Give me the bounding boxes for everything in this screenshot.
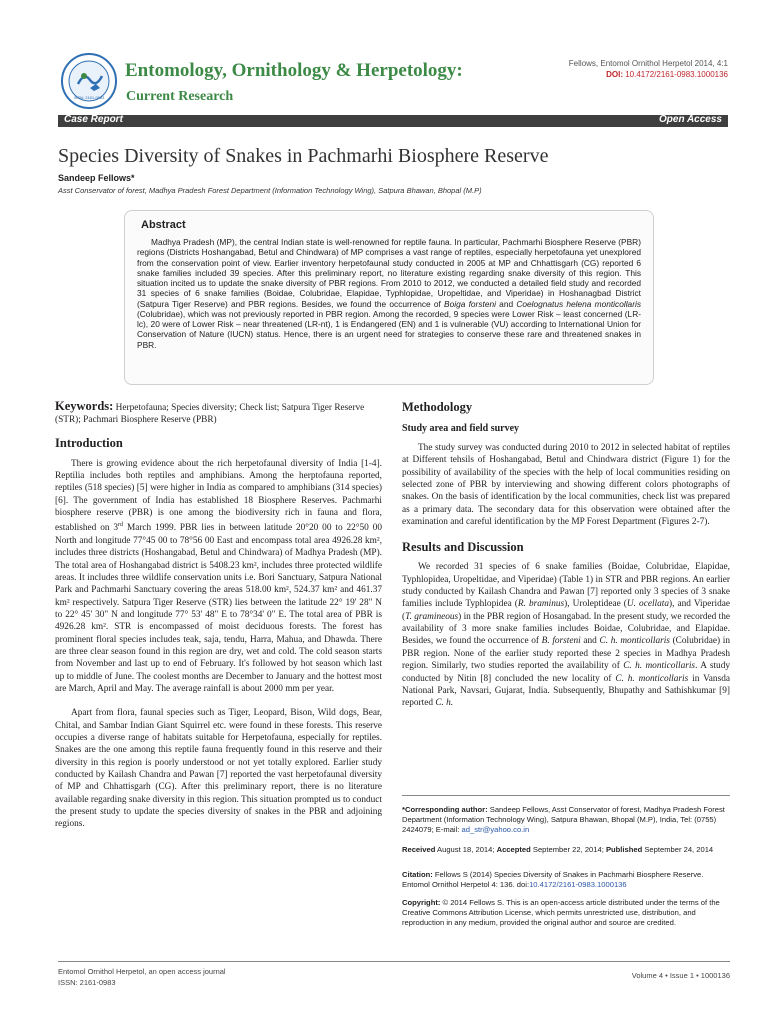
author-email-link[interactable]: ad_str@yahoo.co.in	[461, 825, 530, 834]
dates-note: Received August 18, 2014; Accepted September 22, 2014; Published September 24, 2014	[402, 845, 714, 854]
methodology-paragraph: The study survey was conducted during 2010 to 2012 in selected habitat of reptiles at Different tehsils of Hoshangabad, Betul and Chindwara district (Figure 1) for the possibility of availability of the species with the help of local communities residing on selected zone of PBR by interviewing and showing different colors photographs of snakes. On the basis of identification by the local communities, check list was prepared as a primary data. The secondary data for this observation were obtained after the examination and careful identification by the MP Forest Department (Figures 2-7).	[402, 443, 730, 528]
keywords-text: Herpetofauna; Species diversity; Check list; Satpura Tiger Reserve (STR); Pachmari Biosphere Reserve (PBR)	[55, 403, 365, 426]
footer-divider	[58, 961, 730, 962]
introduction-paragraph-1: There is growing evidence about the rich herpetofaunal diversity of India [1-4]. Reptilia includes both reptiles and amphibians. Among the herptofauna reported, reptiles (518 species) [5] were higher in India as compared to amphibians (314 species) [6]. The government of India has established 18 Biosphere Reserves. Pachmarhi biosphere reserve (PBR) is one among the biodiversity rich in fauna and flora, established on 3rd March 1999. PBR lies in between latitude 20°20 00 to 22°50 00 North and longitude 77°45 00 to 78°56 00 East and encompass total area 4926.28 km², includes three districts (Hoshangabad, Betul and Chindwara) of Madhya Pradesh (MP). The total area of Hoshangabad district is 5408.23 km², includes three protected wildlife areas. It includes three wildlife conservation units i.e. Bori Sanctuary, Satpura National Park and Pachmarhi Sanctuary covering the areas 518.00 km², 524.37 km² and 461.37 km² respectively. Satpura Tiger Reserve (STR) lies between the latitude 22° 19' 28" N to 22° 45' 30" N and longitude 77° 53' 48" E to 78°34' 0" E. The total area of PBR is 4926.28 km². STR is encompassed of moist deciduous forests. The forest has prominent floral species includes teak, saja, tendu, Harra, Mahua, and Dhawda. There are three clear season found in this region are dry, wet and cold. The cold season starts from November and last up to end of February. It's followed by hot season which last up to middle of June. The coolest months are December to January and the hottest most are March, April and May. The average rainfall is about 2000 mm per year.	[55, 458, 382, 694]
abstract-heading: Abstract	[141, 219, 186, 231]
citation-line: Fellows, Entomol Ornithol Herpetol 2014, 4:1	[568, 59, 728, 68]
doi-label: DOI:	[606, 70, 623, 79]
study-area-subheading: Study area and field survey	[402, 423, 520, 434]
journal-title: Entomology, Ornithology & Herpetology:	[125, 60, 463, 81]
article-title: Species Diversity of Snakes in Pachmarhi Biosphere Reserve	[58, 145, 549, 167]
results-paragraph: We recorded 31 species of 6 snake families (Boidae, Colubridae, Elapidae, Typhlopidea, Uropeltidae, and Viperidae) (Table 1) in STR and PBR regions. An earlier study conducted by Kailash Chandra and Pawan [7] reported only 3 species of 3 snake families include Typhlopidea (R. braminus), Uroleptideae (U. ocellata), and Viperidae (T. gramineous) in the PBR region of Hosangabad. In the present study, we recorded the availability of 3 more snake families includes Boidae, Colubridae, and Elapidae. Besides, we found the occurrence of B. forsteni and C. h. monticollaris (Colubridae) in PBR region. None of the earlier study reported these 2 species in Madhya Pradesh region. Similarly, two studies reported the availability of C. h. monticollaris. A study conducted by Nitin [8] concluded the new locality of C. h. monticollaris in Vansda National Park, Navsari, Gujarat, India. Subsequently, Bhupathy and Sathishkumar [9] reported C. h.	[402, 562, 731, 709]
doi-link[interactable]: 10.4172/2161-0983.1000136	[625, 70, 728, 79]
open-access-label: Open Access	[659, 114, 722, 125]
copyright-note: Copyright: © 2014 Fellows S. This is an open-access article distributed under the terms of the Creative Commons Attribution License, which permits unrestricted use, distribution, and reproduction in any medium, provided the original author and source are credited.	[402, 898, 720, 927]
footnote-divider	[402, 795, 730, 796]
footer-journal: Entomol Ornithol Herpetol, an open access journal	[58, 967, 226, 976]
author-name: Sandeep Fellows*	[58, 173, 135, 183]
journal-logo	[60, 52, 118, 110]
abstract-box	[124, 210, 654, 385]
abstract-text: Madhya Pradesh (MP), the central Indian state is well-renowned for reptile fauna. In particular, Pachmarhi Biosphere Reserve (PBR) regions (Districts Hoshangabad, Betul and Chindwara) of MP comprises a vast range of reptiles, especially herpetofauna yet unexplored from the conservation point of view. Earlier inventory herpetofaunal study conducted in 2005 at MP and Chhattisgarh (CG) reported 6 snake families included 39 species. After this preliminary report, no literature existing regarding snake diversity of this region. This situation incited us to update the snake diversity of PBR regions. From 2010 to 2012, we conducted a detailed field study and recorded 31 species of 6 snake families (Boidae, Colubridae, Elapidae, Typhlopidae, Uropeltidae, and Viperidae) in Hoshanagbad District (Satpura Tiger Reserve) and PBR regions. Besides, we found the occurrence of Boiga forsteni and Coelognatus helena monticollaris (Colubridae), which was not previously reported in PBR region. Among the recorded, 9 species were Lower Risk – least concerned (LR-lc), 20 were of Lower Risk – near threatened (LR-nt), 1 is Endangered (EN) and 1 is vulnerable (VU) according to International Union for Conservation of Nature (IUCN) status. Hence, there is an urgent need for strategies to conserve these rare and threatened snakes in PBR.	[137, 237, 642, 350]
keywords-label: Keywords:	[55, 399, 114, 413]
citation-doi-link[interactable]: 10.4172/2161-0983.1000136	[529, 880, 627, 889]
case-report-label: Case Report	[64, 114, 123, 125]
footer-issn: ISSN: 2161-0983	[58, 978, 116, 987]
footer-volume: Volume 4 • Issue 1 • 1000136	[631, 971, 730, 980]
right-column	[402, 400, 730, 710]
footer-journal-info	[58, 966, 226, 988]
journal-subtitle: Current Research	[126, 89, 234, 104]
left-column	[55, 400, 382, 831]
author-affiliation: Asst Conservator of forest, Madhya Pradesh Forest Department (Information Technology Wing), Satpura Bhawan, Bhopal (M.P)	[58, 186, 482, 195]
corresponding-author-note: *Corresponding author: Sandeep Fellows, Asst Conservator of forest, Madhya Pradesh Forest Department (Information Technology Wing), Satpura Bhawan, Bhopal (M.P), India, Tel: (0755) 2424079; E-mail: ad_str@yahoo.co.in	[402, 805, 725, 834]
citation-note: Citation: Fellows S (2014) Species Diversity of Snakes in Pachmarhi Biosphere Reserve. Entomol Ornithol Herpetol 4: 136. doi:10.4172/2161-0983.1000136	[402, 870, 704, 889]
logo-issn: ISSN: 2161-0983	[73, 95, 105, 100]
methodology-heading: Methodology	[402, 400, 473, 414]
introduction-paragraph-2: Apart from flora, faunal species such as Tiger, Leopard, Bison, Wild dogs, Bear, Chital, and Sambar Indian Giant Squirrel etc. were found in these forests. This reserve occupies a diverse range of habitats suitable for Herpetofauna, especially for reptiles. Snakes are the one among this reptile fauna frequently found in this reserve and their diversity in this region is poorly understood or not yet totally explored. Earlier study conducted by Kailash Chandra and Pawan [7] reported the vast herpetofaunal diversity of MP and Chhattisgarh (CG). After this preliminary report, there is no literature available regarding snake diversity in this region. This situation prompted us to conduct the present study to update the species diversity of snakes in the PBR and adjoining regions.	[55, 708, 382, 830]
citation-block	[478, 58, 728, 80]
keywords	[55, 400, 382, 427]
results-heading: Results and Discussion	[402, 540, 524, 555]
article-type-bar	[58, 115, 728, 127]
introduction-heading: Introduction	[55, 435, 123, 450]
